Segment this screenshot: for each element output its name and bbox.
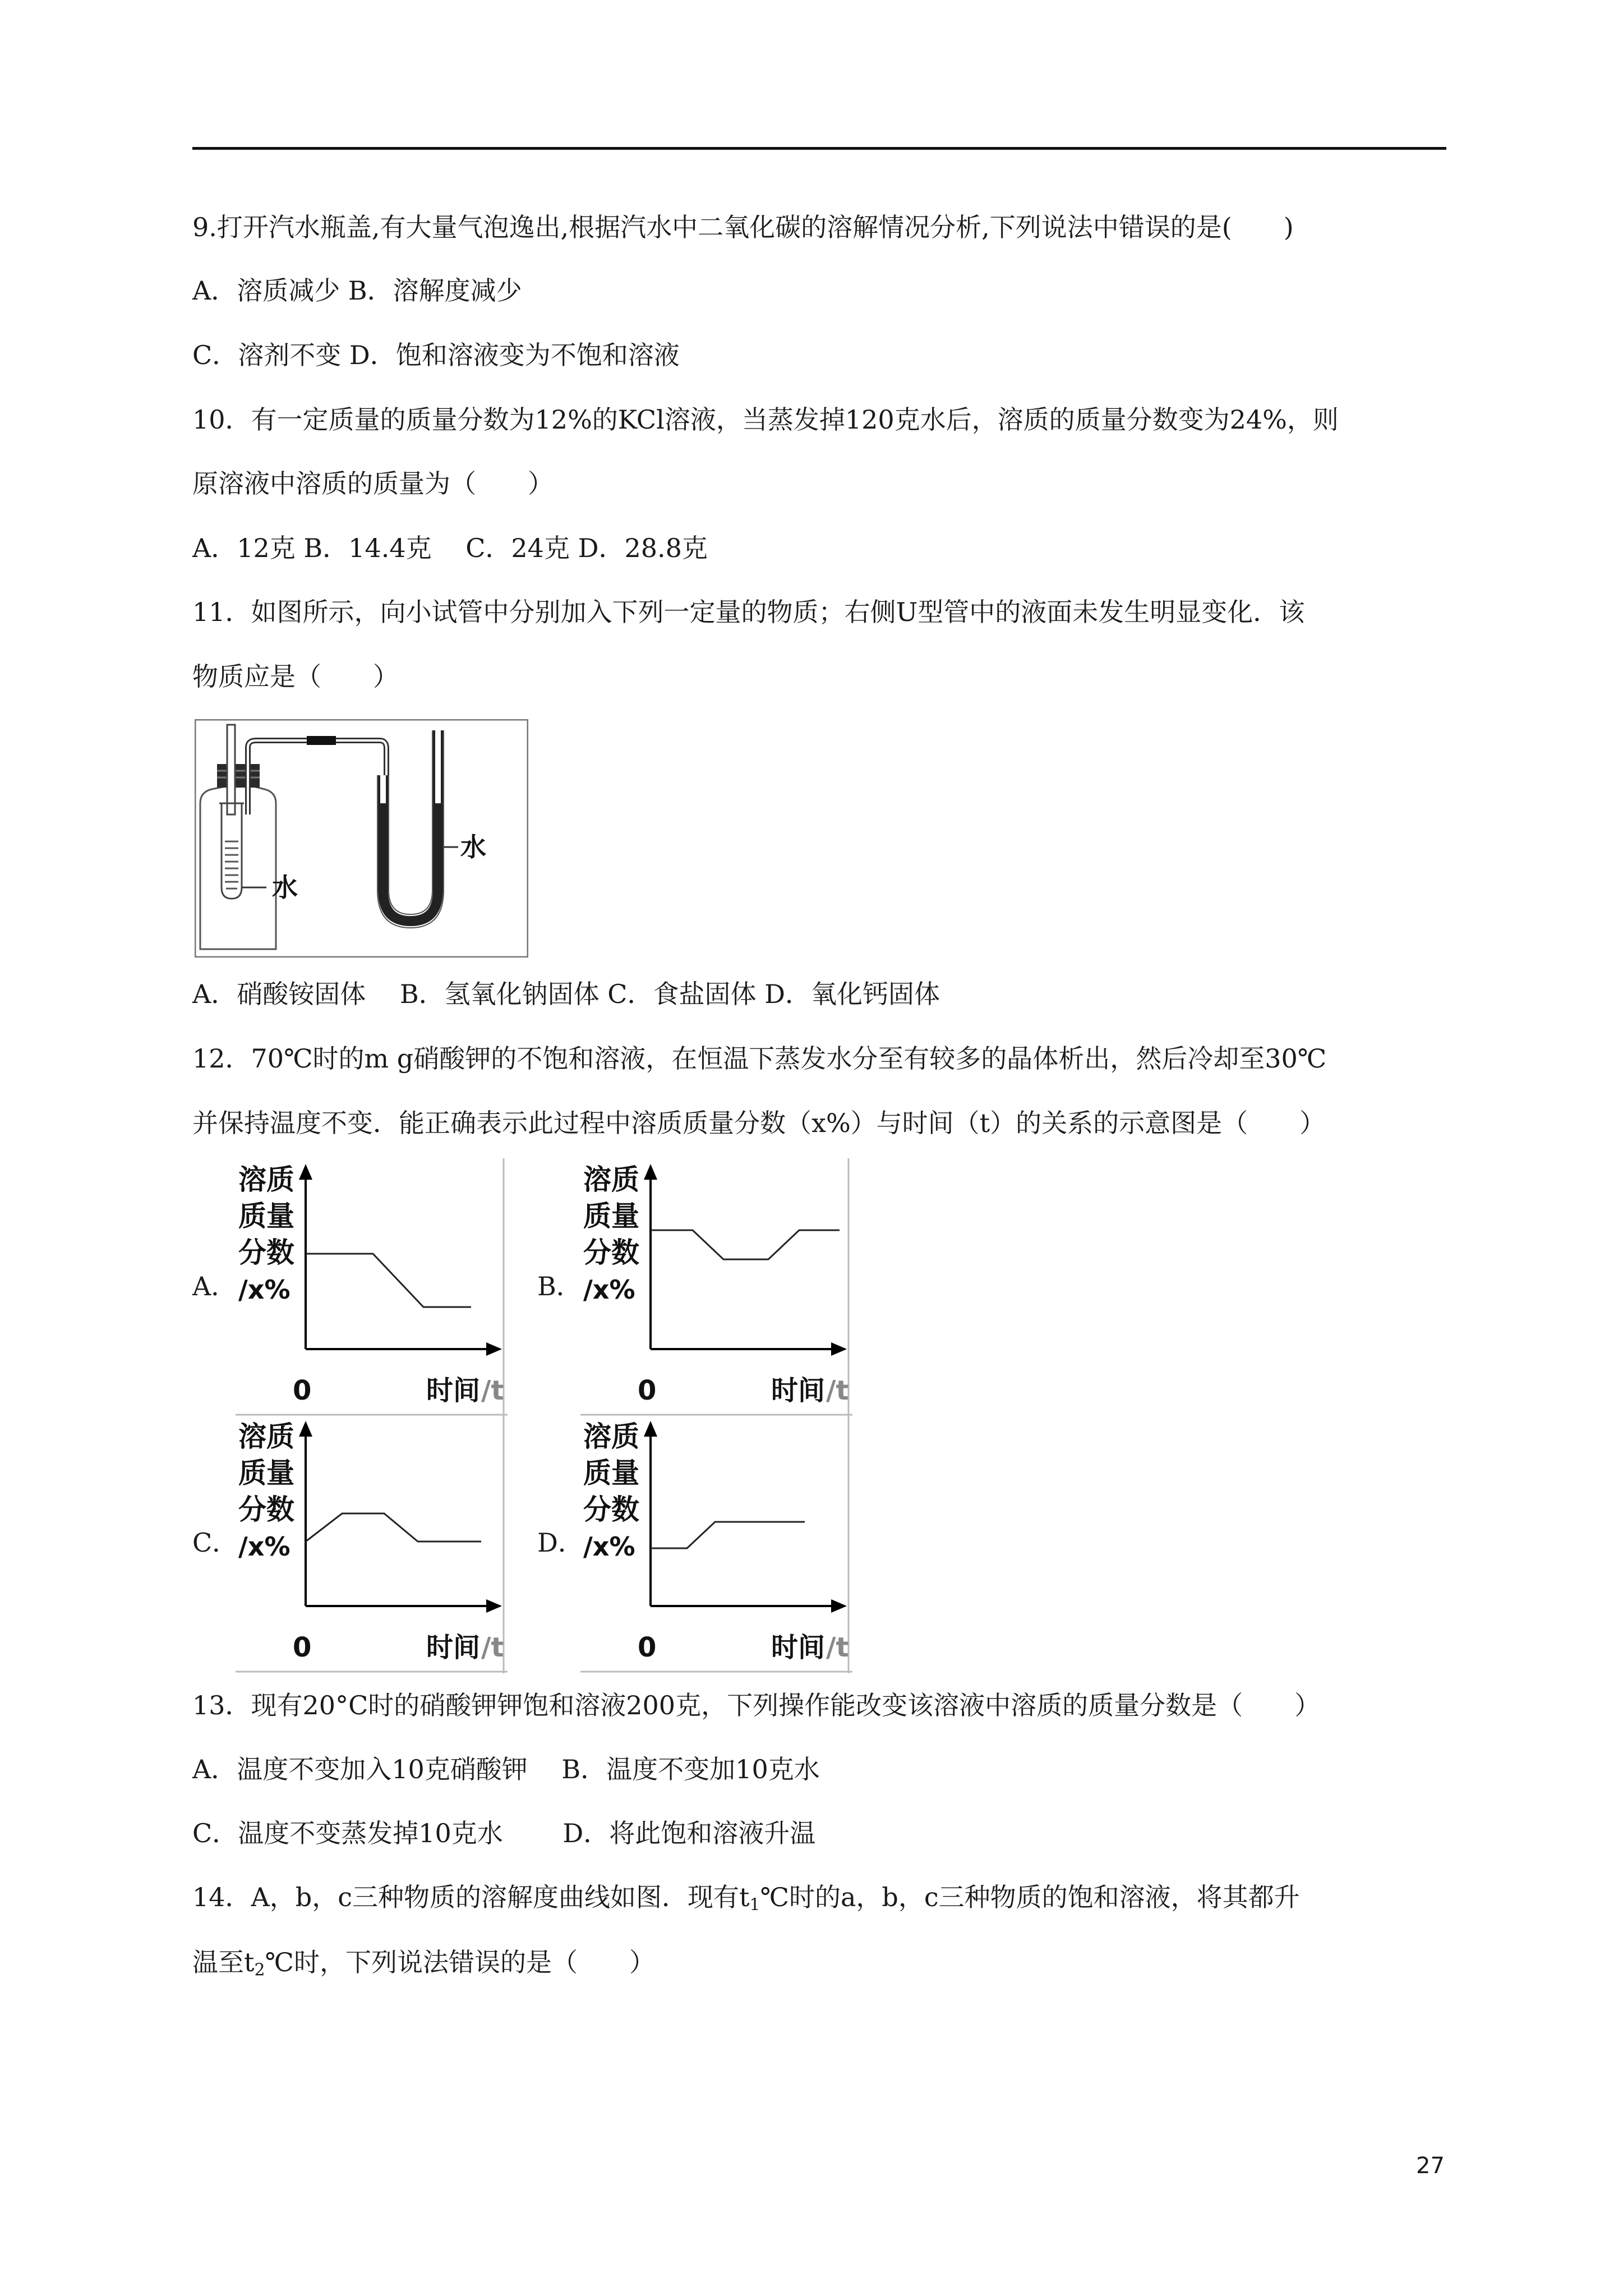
y-label-4: /x% bbox=[583, 1274, 635, 1305]
q9-stem: 9.打开汽水瓶盖,有大量气泡逸出,根据汽水中二氧化碳的溶解情况分析,下列说法中错误的是( ) bbox=[192, 212, 1294, 242]
curve bbox=[306, 1513, 481, 1542]
connecting-tube bbox=[248, 740, 386, 815]
origin-label: 0 bbox=[638, 1375, 657, 1406]
y-axis-arrow bbox=[299, 1164, 312, 1180]
q13-stem: 13．现有20°C时的硝酸钾钾饱和溶液200克，下列操作能改变该溶液中溶质的质量分数是（ ） bbox=[192, 1690, 1321, 1720]
u-tube-liquid bbox=[383, 730, 438, 921]
t2-subscript: 2 bbox=[254, 1960, 265, 1980]
y-axis-arrow bbox=[299, 1421, 312, 1437]
q12-option-d-label: D． bbox=[537, 1527, 584, 1558]
y-label-3: 分数 bbox=[583, 1493, 639, 1526]
y-label-2: 质量 bbox=[583, 1457, 639, 1489]
q10-options: A．12克 B．14.4克 C．24克 D．28.8克 bbox=[192, 533, 708, 563]
x-label: 时间 bbox=[426, 1632, 481, 1663]
small-test-tube bbox=[222, 803, 242, 899]
y-label-1: 溶质 bbox=[583, 1163, 639, 1196]
tube-water bbox=[225, 841, 238, 889]
curve bbox=[651, 1230, 840, 1259]
page-number: 27 bbox=[1416, 2153, 1445, 2179]
q12-graph-b bbox=[580, 1158, 852, 1416]
y-label-4: /x% bbox=[238, 1531, 291, 1562]
x-axis-arrow bbox=[486, 1342, 502, 1356]
q12-graph-d bbox=[580, 1415, 852, 1673]
y-label-1: 溶质 bbox=[583, 1420, 639, 1453]
q14-line2-part-a: 温至t bbox=[192, 1947, 255, 1977]
y-label-3: 分数 bbox=[583, 1236, 639, 1269]
q12-option-b-label: B． bbox=[537, 1271, 582, 1301]
tube-water-label: 水 bbox=[272, 872, 298, 903]
y-label-1: 溶质 bbox=[238, 1420, 294, 1453]
y-label-2: 质量 bbox=[238, 1200, 294, 1232]
y-label-3: 分数 bbox=[238, 1236, 294, 1269]
u-tube-water-label: 水 bbox=[460, 832, 486, 862]
x-label: 时间 bbox=[426, 1375, 481, 1406]
x-axis-arrow bbox=[831, 1342, 847, 1356]
x-unit: /t bbox=[481, 1375, 504, 1406]
q10-stem-line1: 10．有一定质量的质量分数为12%的KCl溶液，当蒸发掉120克水后，溶质的质量分数变为24%，则 bbox=[192, 404, 1339, 435]
q13-options-ab: A．温度不变加入10克硝酸钾 B．温度不变加10克水 bbox=[192, 1754, 820, 1784]
y-label-4: /x% bbox=[583, 1531, 635, 1562]
q11-stem-line1: 11．如图所示，向小试管中分别加入下列一定量的物质；右侧U型管中的液面未发生明显变化．该 bbox=[192, 597, 1305, 627]
x-axis-arrow bbox=[486, 1599, 502, 1613]
x-label: 时间 bbox=[771, 1375, 826, 1406]
q11-stem-line2: 物质应是（ ） bbox=[192, 661, 399, 692]
q12-stem-line1: 12．70℃时的m g硝酸钾的不饱和溶液，在恒温下蒸发水分至有较多的晶体析出，然后冷却至30℃ bbox=[192, 1043, 1327, 1074]
q10-stem-line2: 原溶液中溶质的质量为（ ） bbox=[192, 468, 554, 499]
q9-options-ab: A．溶质减少 B．溶解度减少 bbox=[192, 275, 522, 306]
x-unit: /t bbox=[481, 1632, 504, 1663]
y-label-2: 质量 bbox=[583, 1200, 639, 1232]
t1-subscript: 1 bbox=[749, 1895, 760, 1915]
q14-line1-part-a: 14．A，b，c三种物质的溶解度曲线如图．现有t bbox=[192, 1882, 750, 1912]
x-unit: /t bbox=[826, 1375, 849, 1406]
origin-label: 0 bbox=[293, 1632, 312, 1663]
curve bbox=[651, 1522, 805, 1548]
header-rule bbox=[192, 147, 1446, 150]
q9-options-cd: C．溶剂不变 D．饱和溶液变为不饱和溶液 bbox=[192, 340, 680, 370]
origin-label: 0 bbox=[638, 1632, 657, 1663]
x-label: 时间 bbox=[771, 1632, 826, 1663]
curve bbox=[306, 1254, 471, 1307]
stopper bbox=[217, 764, 260, 788]
x-unit: /t bbox=[826, 1632, 849, 1663]
y-label-4: /x% bbox=[238, 1274, 291, 1305]
y-label-1: 溶质 bbox=[238, 1163, 294, 1196]
q12-stem-line2: 并保持温度不变．能正确表示此过程中溶质质量分数（x%）与时间（t）的关系的示意图是（ ） bbox=[192, 1108, 1326, 1138]
origin-label: 0 bbox=[293, 1375, 312, 1406]
q14-stem-line2 bbox=[192, 1945, 655, 1987]
q13-options-cd: C．温度不变蒸发掉10克水 D．将此饱和溶液升温 bbox=[192, 1818, 816, 1848]
x-axis-arrow bbox=[831, 1599, 847, 1613]
rubber-joint bbox=[307, 736, 336, 745]
q12-option-a-label: A． bbox=[192, 1271, 237, 1301]
y-axis-arrow bbox=[644, 1164, 657, 1180]
y-label-3: 分数 bbox=[238, 1493, 294, 1526]
y-label-2: 质量 bbox=[238, 1457, 294, 1489]
q11-options: A．硝酸铵固体 B．氢氧化钠固体 C．食盐固体 D．氧化钙固体 bbox=[192, 979, 940, 1009]
y-axis-arrow bbox=[644, 1421, 657, 1437]
q12-graph-c bbox=[236, 1415, 508, 1673]
q14-stem-line1 bbox=[192, 1880, 1300, 1922]
q14-line1-part-b: ℃时的a，b，c三种物质的饱和溶液，将其都升 bbox=[760, 1882, 1300, 1912]
q12-graph-a bbox=[236, 1158, 508, 1416]
q11-apparatus-figure bbox=[195, 719, 528, 958]
q12-option-c-label: C． bbox=[192, 1527, 238, 1558]
dropper-tube bbox=[227, 725, 235, 815]
q14-line2-part-b: ℃时，下列说法错误的是（ ） bbox=[265, 1947, 655, 1977]
